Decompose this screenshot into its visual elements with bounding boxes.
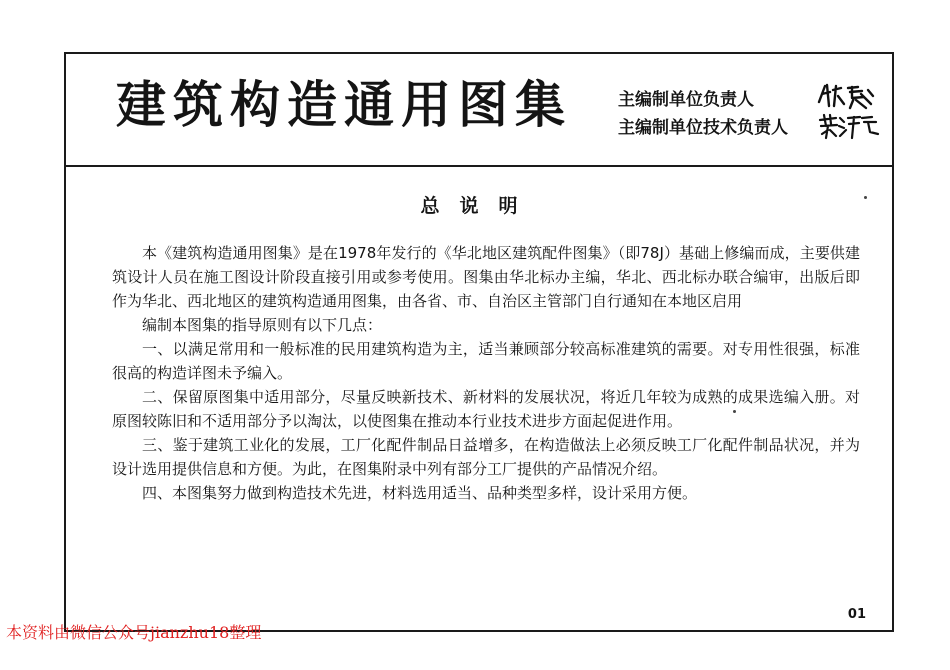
paragraph-principle-4: 四、本图集努力做到构造技术先进，材料选用适当、品种类型多样，设计采用方便。 — [142, 484, 698, 502]
signature-2 — [818, 112, 880, 140]
chief-unit-leader-label: 主编制单位负责人 — [618, 90, 754, 110]
paragraph-principles-lead: 编制本图集的指导原则有以下几点： — [142, 316, 383, 334]
paragraph-principle-3: 三、鉴于建筑工业化的发展，工厂化配件制品日益增多，在构造做法上必须反映工厂化配件制品状况，并为设计选用提供信息和方便。为此，在图集附录中列有部分工厂提供的产品情况介绍。 — [112, 436, 860, 478]
paragraph-intro: 本《建筑构造通用图集》是在1978年发行的《华北地区建筑配件图集》（即78J）基础上修编而成，主要供建筑设计人员在施工图设计阶段直接引用或参考使用。图集由华北标办主编，华北、西北标办联合编审，出版后即作为华北、西北地区的建筑构造通用图集，由各省、市、自治区主管部门自行通知在本地区启用 — [112, 244, 860, 310]
general-notes-heading: 总说明 — [420, 195, 538, 217]
title-block — [66, 54, 892, 167]
atlas-title: 建筑构造通用图集 — [116, 76, 572, 134]
page-number: 01 — [847, 607, 866, 622]
paragraph-principle-2: 二、保留原图集中适用部分，尽量反映新技术、新材料的发展状况，将近几年较为成熟的成果选编入册。对原图较陈旧和不适用部分予以淘汰，以使图集在推动本行业技术进步方面起促进作用。 — [112, 388, 860, 430]
chief-unit-technical-leader-label: 主编制单位技术负责人 — [618, 118, 788, 138]
drawing-frame — [64, 52, 894, 632]
signature-1 — [816, 82, 878, 110]
scan-speck — [733, 410, 736, 413]
scan-speck — [864, 196, 867, 199]
watermark-text: 本资料由微信公众号jianzhu18整理 — [6, 623, 262, 642]
general-notes-body — [112, 241, 860, 505]
paragraph-principle-1: 一、以满足常用和一般标准的民用建筑构造为主，适当兼顾部分较高标准建筑的需要。对专用性很强，标准很高的构造详图未予编入。 — [112, 340, 860, 382]
